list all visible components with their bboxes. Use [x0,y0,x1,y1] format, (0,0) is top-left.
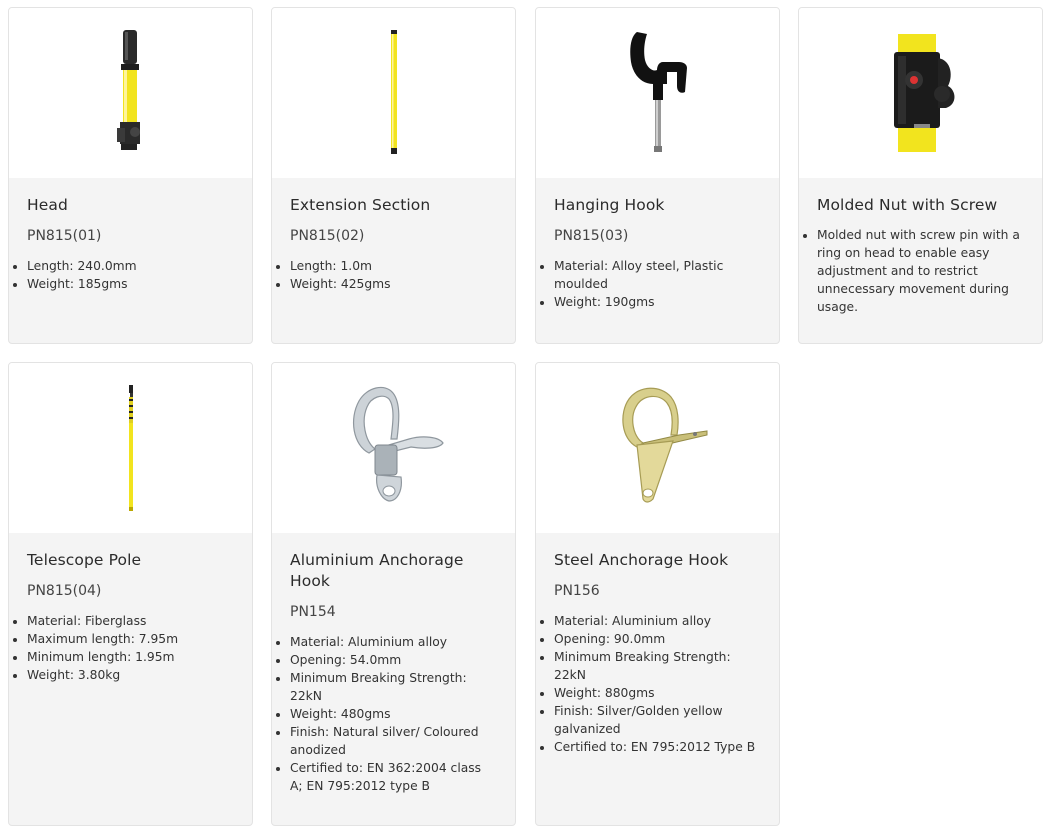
spec-item: Material: Alloy steel, Plastic moulded [536,257,761,293]
product-image [272,363,515,533]
product-image [799,8,1042,178]
spec-item: Opening: 90.0mm [536,630,761,648]
spec-item: Maximum length: 7.95m [9,630,234,648]
product-code: PN815(03) [554,228,629,244]
product-code: PN815(01) [27,228,102,244]
product-title: Aluminium Anchorage Hook [290,551,464,590]
product-code: PN154 [290,604,336,620]
product-image [272,8,515,178]
spec-item: Length: 240.0mm [9,257,234,275]
product-title: Head [27,196,68,214]
product-image [9,8,252,178]
product-code: PN815(02) [290,228,365,244]
spec-item: Material: Aluminium alloy [272,633,497,651]
product-title: Extension Section [290,196,431,214]
product-code: PN156 [554,583,600,599]
product-title: Steel Anchorage Hook [554,551,729,569]
hanging-hook-icon [623,28,693,158]
spec-item: Weight: 185gms [9,275,234,293]
spec-list [272,257,497,293]
spec-item: Weight: 480gms [272,705,497,723]
molded-nut-icon [876,28,966,158]
spec-item: Weight: 425gms [272,275,497,293]
spec-item: Finish: Silver/Golden yellow galvanized [536,702,761,738]
product-card-head[interactable] [8,7,253,344]
spec-list [536,257,761,311]
spec-item: Certified to: EN 795:2012 Type B [536,738,761,756]
spec-item: Material: Fiberglass [9,612,234,630]
product-card-hanging-hook[interactable] [535,7,780,344]
aluminium-hook-icon [339,383,449,513]
spec-item: Molded nut with screw pin with a ring on head to enable easy adjustment and to restrict unnecessary movement during usage. [799,226,1024,316]
product-card-aluminium-anchorage-hook[interactable] [271,362,516,826]
spec-list [9,612,234,684]
spec-item: Length: 1.0m [272,257,497,275]
product-card-telescope-pole[interactable] [8,362,253,826]
product-card-steel-anchorage-hook[interactable] [535,362,780,826]
spec-list [536,612,761,756]
pole-head-icon [111,28,151,158]
product-code: PN815(04) [27,583,102,599]
spec-item: Weight: 3.80kg [9,666,234,684]
product-image [536,8,779,178]
spec-item: Minimum length: 1.95m [9,648,234,666]
spec-item: Opening: 54.0mm [272,651,497,669]
spec-item: Minimum Breaking Strength: 22kN [536,648,761,684]
spec-list [272,633,497,795]
product-image [536,363,779,533]
product-card-extension-section[interactable] [271,7,516,344]
product-title: Hanging Hook [554,196,665,214]
telescope-pole-icon [121,383,141,513]
spec-item: Weight: 190gms [536,293,761,311]
product-title: Molded Nut with Screw [817,196,998,214]
product-image [9,363,252,533]
spec-item: Material: Aluminium alloy [536,612,761,630]
spec-list [9,257,234,293]
spec-item: Weight: 880gms [536,684,761,702]
extension-pole-icon [384,28,404,158]
spec-list [799,226,1024,316]
spec-item: Finish: Natural silver/ Coloured anodized [272,723,497,759]
product-card-molded-nut[interactable] [798,7,1043,344]
steel-hook-icon [603,383,713,513]
spec-item: Minimum Breaking Strength: 22kN [272,669,497,705]
spec-item: Certified to: EN 362:2004 class A; EN 795:2012 type B [272,759,497,795]
product-title: Telescope Pole [27,551,142,569]
